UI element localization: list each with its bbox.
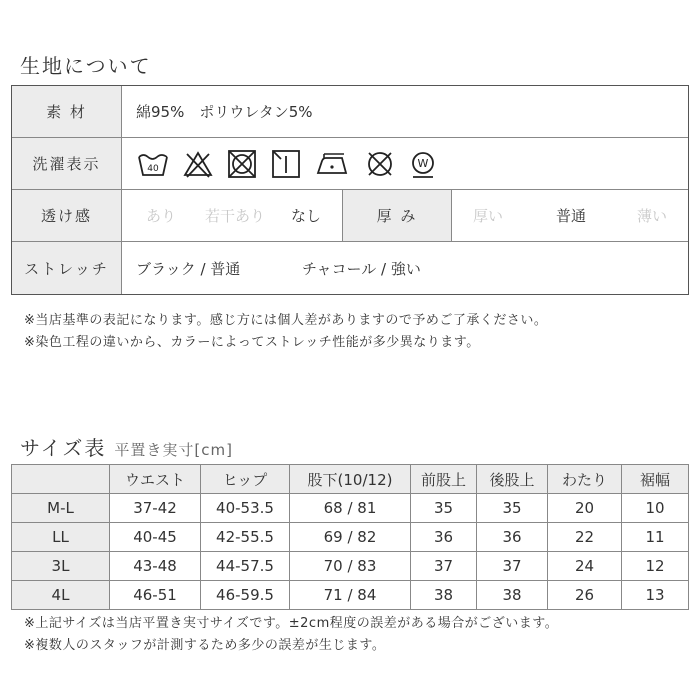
header-waist: ウエスト <box>110 465 201 494</box>
thickness-option-thick: 厚い <box>472 207 503 225</box>
table-cell: 22 <box>548 523 622 552</box>
thickness-option-thin: 薄い <box>636 207 667 225</box>
table-row <box>12 523 689 552</box>
no-bleach-icon <box>182 149 214 179</box>
header-back-rise: 後股上 <box>477 465 548 494</box>
table-cell: 13 <box>622 581 689 610</box>
header-corner <box>12 465 110 494</box>
table-cell: 35 <box>477 494 548 523</box>
transparency-option-high: あり <box>145 207 176 225</box>
fabric-section-title: 生地について <box>20 54 152 78</box>
no-tumble-dry-icon <box>226 149 258 179</box>
table-cell: 42-55.5 <box>201 523 290 552</box>
table-cell: 37 <box>411 552 477 581</box>
transparency-option-none: なし <box>290 207 321 225</box>
size-label: 3L <box>12 552 110 581</box>
thickness-label: 厚 み <box>342 190 452 241</box>
header-front-rise: 前股上 <box>411 465 477 494</box>
table-cell: 37 <box>477 552 548 581</box>
wet-clean-icon <box>408 149 438 179</box>
size-table-header <box>12 465 689 494</box>
fabric-table <box>11 85 689 295</box>
header-hem: 裾幅 <box>622 465 689 494</box>
header-inseam: 股下(10/12) <box>290 465 411 494</box>
transparency-label: 透け感 <box>12 190 122 241</box>
size-note-1: ※上記サイズは当店平置き実寸サイズです。±2cm程度の誤差がある場合がございます。 <box>24 616 559 631</box>
table-cell: 44-57.5 <box>201 552 290 581</box>
stretch-row <box>12 242 688 294</box>
stretch-charcoal: チャコール / 強い <box>302 259 421 278</box>
size-label: LL <box>12 523 110 552</box>
table-cell: 71 / 84 <box>290 581 411 610</box>
care-icons <box>122 138 688 189</box>
material-value: 綿95% ポリウレタン5% <box>136 103 313 121</box>
table-cell: 46-59.5 <box>201 581 290 610</box>
fabric-note-1: ※当店基準の表記になります。感じ方には個人差がありますので予めご了承ください。 <box>24 313 548 328</box>
line-dry-shade-icon <box>270 149 302 179</box>
svg-text:W: W <box>417 156 429 170</box>
stretch-values <box>122 242 688 294</box>
size-label: M-L <box>12 494 110 523</box>
svg-text:40: 40 <box>147 163 159 174</box>
table-cell: 20 <box>548 494 622 523</box>
table-cell: 70 / 83 <box>290 552 411 581</box>
iron-low-icon <box>314 149 352 179</box>
size-title: サイズ表 <box>20 436 107 460</box>
table-cell: 10 <box>622 494 689 523</box>
fabric-note-2: ※染色工程の違いから、カラーによってストレッチ性能が多少異なります。 <box>24 335 480 350</box>
table-cell: 12 <box>622 552 689 581</box>
table-row <box>12 552 689 581</box>
table-cell: 24 <box>548 552 622 581</box>
transparency-option-slight: 若干あり <box>204 207 265 225</box>
stretch-label: ストレッチ <box>12 242 122 294</box>
table-cell: 38 <box>477 581 548 610</box>
size-note-2: ※複数人のスタッフが計測するため多少の誤差が生じます。 <box>24 638 386 653</box>
table-row <box>12 494 689 523</box>
table-cell: 26 <box>548 581 622 610</box>
material-row <box>12 86 688 138</box>
table-cell: 11 <box>622 523 689 552</box>
size-table <box>11 464 689 610</box>
transparency-values <box>122 190 688 241</box>
table-cell: 38 <box>411 581 477 610</box>
size-label: 4L <box>12 581 110 610</box>
header-hip: ヒップ <box>201 465 290 494</box>
table-cell: 69 / 82 <box>290 523 411 552</box>
size-subtitle: 平置き実寸[cm] <box>114 441 233 459</box>
table-cell: 68 / 81 <box>290 494 411 523</box>
table-cell: 46-51 <box>110 581 201 610</box>
table-cell: 40-45 <box>110 523 201 552</box>
no-dry-clean-icon <box>364 149 396 179</box>
wash-40-icon <box>136 149 170 179</box>
table-row <box>12 581 689 610</box>
care-label: 洗濯表示 <box>12 138 122 189</box>
table-cell: 43-48 <box>110 552 201 581</box>
table-cell: 37-42 <box>110 494 201 523</box>
table-cell: 36 <box>411 523 477 552</box>
header-thigh: わたり <box>548 465 622 494</box>
table-cell: 35 <box>411 494 477 523</box>
material-label: 素 材 <box>12 86 122 137</box>
size-section-title <box>20 432 233 461</box>
table-cell: 40-53.5 <box>201 494 290 523</box>
care-row <box>12 138 688 190</box>
stretch-black: ブラック / 普通 <box>136 259 241 278</box>
table-cell: 36 <box>477 523 548 552</box>
thickness-option-normal: 普通 <box>555 207 586 225</box>
transparency-row <box>12 190 688 242</box>
